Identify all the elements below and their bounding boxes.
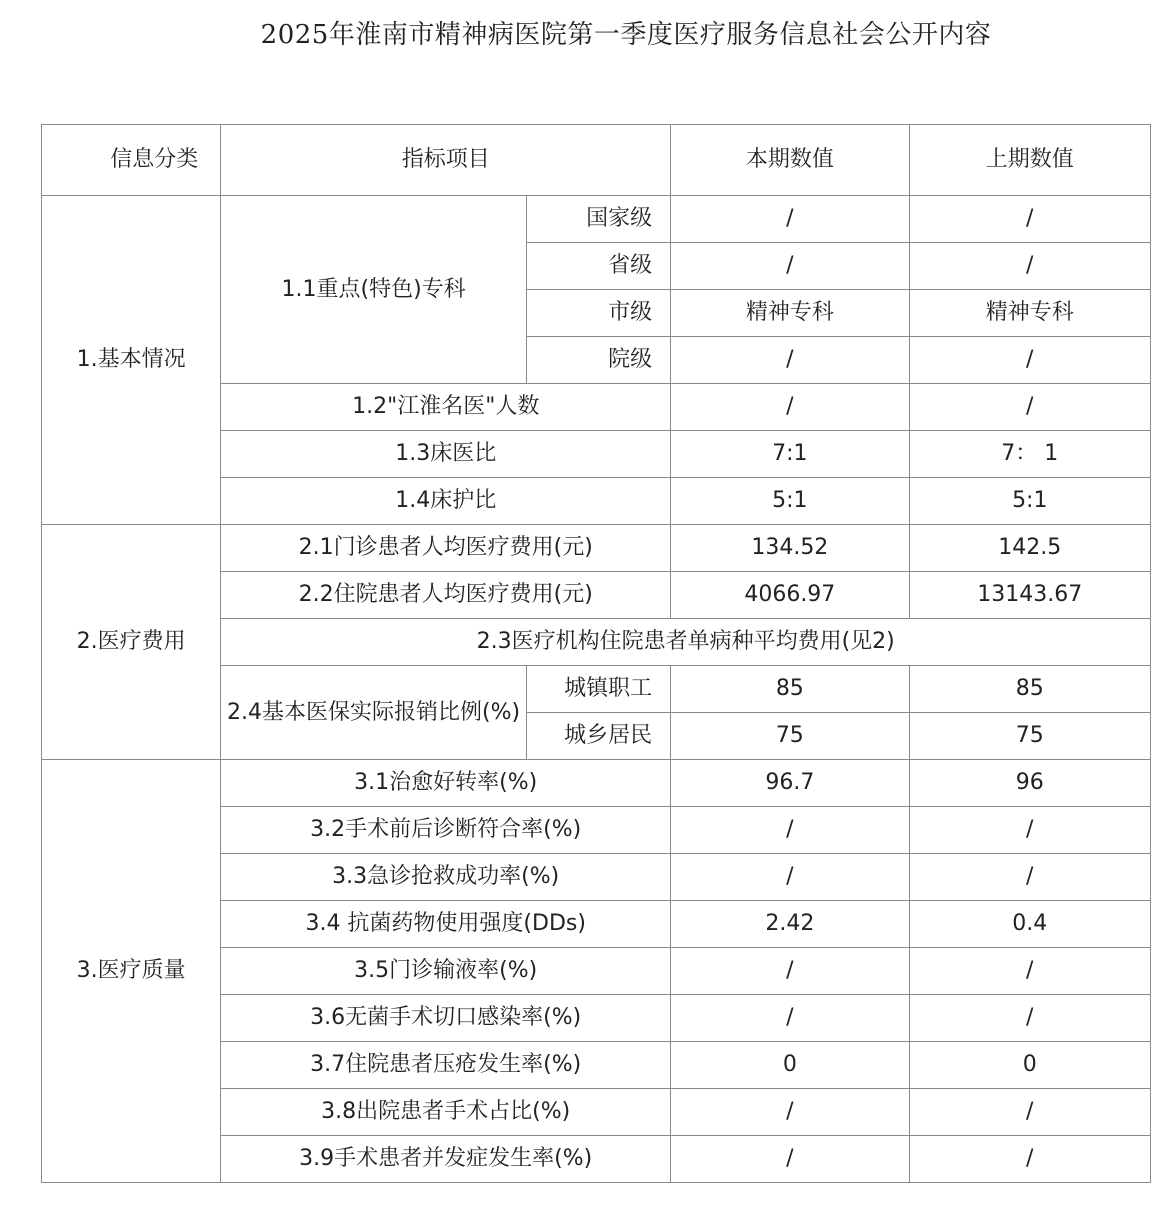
current-value: 精神专科 bbox=[671, 290, 909, 337]
previous-value: 85 bbox=[909, 666, 1150, 713]
indicator-label: 2.1门诊患者人均医疗费用(元) bbox=[221, 525, 671, 572]
current-value: 85 bbox=[671, 666, 909, 713]
current-value: / bbox=[671, 337, 909, 384]
previous-value: 精神专科 bbox=[909, 290, 1150, 337]
header-row bbox=[42, 125, 1151, 196]
previous-value: 75 bbox=[909, 713, 1150, 760]
current-value: / bbox=[671, 854, 909, 901]
previous-value: / bbox=[909, 337, 1150, 384]
indicator-label: 2.2住院患者人均医疗费用(元) bbox=[221, 572, 671, 619]
indicator-label: 1.2"江淮名医"人数 bbox=[221, 384, 671, 431]
sub-label: 城乡居民 bbox=[526, 713, 670, 760]
indicator-label: 3.7住院患者压疮发生率(%) bbox=[221, 1042, 671, 1089]
current-value: / bbox=[671, 384, 909, 431]
sub-label: 国家级 bbox=[526, 196, 670, 243]
indicator-label: 3.6无菌手术切口感染率(%) bbox=[221, 995, 671, 1042]
previous-value: 142.5 bbox=[909, 525, 1150, 572]
current-value: 0 bbox=[671, 1042, 909, 1089]
previous-value: / bbox=[909, 948, 1150, 995]
indicator-label: 3.3急诊抢救成功率(%) bbox=[221, 854, 671, 901]
indicator-label: 3.2手术前后诊断符合率(%) bbox=[221, 807, 671, 854]
current-value: / bbox=[671, 995, 909, 1042]
previous-value: / bbox=[909, 807, 1150, 854]
indicator-label: 1.4床护比 bbox=[221, 478, 671, 525]
current-value: 5:1 bbox=[671, 478, 909, 525]
current-value: 134.52 bbox=[671, 525, 909, 572]
indicator-label: 1.3床医比 bbox=[221, 431, 671, 478]
indicator-label: 3.1治愈好转率(%) bbox=[221, 760, 671, 807]
previous-value: 0 bbox=[909, 1042, 1150, 1089]
header-previous: 上期数值 bbox=[909, 125, 1150, 196]
previous-value: / bbox=[909, 1136, 1150, 1183]
sub-label: 院级 bbox=[526, 337, 670, 384]
current-value: / bbox=[671, 948, 909, 995]
sub-label: 城镇职工 bbox=[526, 666, 670, 713]
sub-label: 省级 bbox=[526, 243, 670, 290]
current-value: 96.7 bbox=[671, 760, 909, 807]
category-quality: 3.医疗质量 bbox=[42, 760, 221, 1183]
previous-value: / bbox=[909, 854, 1150, 901]
table-row bbox=[42, 196, 1151, 243]
previous-value: / bbox=[909, 243, 1150, 290]
current-value: 4066.97 bbox=[671, 572, 909, 619]
indicator-label: 3.8出院患者手术占比(%) bbox=[221, 1089, 671, 1136]
reimbursement-label: 2.4基本医保实际报销比例(%) bbox=[221, 666, 527, 760]
previous-value: 7： 1 bbox=[909, 431, 1150, 478]
current-value: 2.42 bbox=[671, 901, 909, 948]
key-specialty-label: 1.1重点(特色)专科 bbox=[221, 196, 527, 384]
indicator-label: 3.4 抗菌药物使用强度(DDs) bbox=[221, 901, 671, 948]
header-category: 信息分类 bbox=[42, 125, 221, 196]
current-value: / bbox=[671, 1136, 909, 1183]
sub-label: 市级 bbox=[526, 290, 670, 337]
previous-value: 13143.67 bbox=[909, 572, 1150, 619]
current-value: / bbox=[671, 243, 909, 290]
previous-value: / bbox=[909, 1089, 1150, 1136]
info-table bbox=[41, 124, 1151, 1183]
table-row bbox=[42, 760, 1151, 807]
indicator-label: 3.9手术患者并发症发生率(%) bbox=[221, 1136, 671, 1183]
current-value: 7:1 bbox=[671, 431, 909, 478]
current-value: / bbox=[671, 196, 909, 243]
current-value: / bbox=[671, 807, 909, 854]
previous-value: / bbox=[909, 384, 1150, 431]
current-value: 75 bbox=[671, 713, 909, 760]
current-value: / bbox=[671, 1089, 909, 1136]
previous-value: 5:1 bbox=[909, 478, 1150, 525]
table-row bbox=[42, 525, 1151, 572]
single-disease-cost-note: 2.3医疗机构住院患者单病种平均费用(见2) bbox=[221, 619, 1151, 666]
previous-value: / bbox=[909, 995, 1150, 1042]
category-basic: 1.基本情况 bbox=[42, 196, 221, 525]
header-current: 本期数值 bbox=[671, 125, 909, 196]
category-cost: 2.医疗费用 bbox=[42, 525, 221, 760]
previous-value: 0.4 bbox=[909, 901, 1150, 948]
header-indicator: 指标项目 bbox=[221, 125, 671, 196]
page-title: 2025年淮南市精神病医院第一季度医疗服务信息社会公开内容 bbox=[260, 20, 992, 50]
indicator-label: 3.5门诊输液率(%) bbox=[221, 948, 671, 995]
previous-value: 96 bbox=[909, 760, 1150, 807]
previous-value: / bbox=[909, 196, 1150, 243]
